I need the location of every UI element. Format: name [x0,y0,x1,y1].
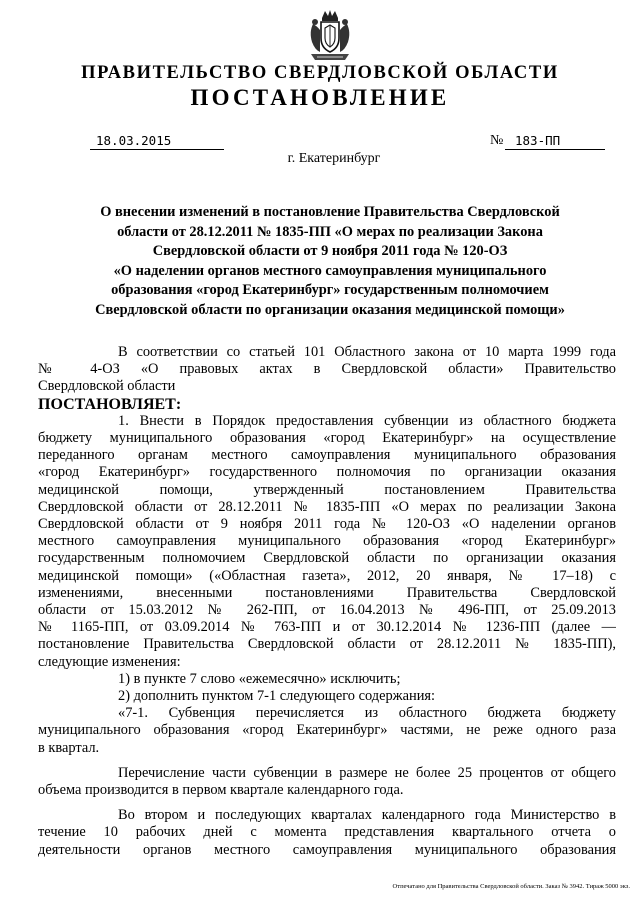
item1-line: области от 15.03.2012 № 262-ПП, от 16.04.2013 № 496-ПП, от 25.09.2013 [38,602,616,619]
paragraph-line: течение 10 рабочих дней с момента представления квартального отчета о [38,824,616,841]
decree-date: 18.03.2015 [90,134,224,150]
item1-line: Свердловской области от 28.12.2011 № 1835-ПП «О мерах по реализации Закона [38,498,616,515]
decree-number: 183-ПП [505,134,605,150]
title-line: Свердловской области от 9 ноября 2011 года № 120-ОЗ [152,243,508,259]
clause-71-line: муниципального образования «город Екатеринбург» частями, не реже одного раза [38,722,616,739]
item1-line: переданного органам местного самоуправления муниципального образования [38,447,616,464]
title-line: области от 28.12.2011 № 1835-ПП «О мерах по реализации Закона [117,223,543,240]
item1-line: «город Екатеринбург» государственного полномочия по организации оказания [38,464,616,481]
item1-line: государственным полномочием Свердловской области по организации оказания [38,550,616,567]
item1-line: Свердловской области от 9 ноября 2011 года № 120-ОЗ «О наделении органов [38,516,616,533]
paragraph-line: деятельности органов местного самоуправления муниципального образования [38,841,616,858]
item1-line: бюджету муниципального образования «город Екатеринбург» на осуществление [38,430,616,447]
subitem-line: 1) в пункте 7 слово «ежемесячно» исключить; [118,670,401,687]
paragraph-line: Во втором и последующих кварталах календарного года Министерство в [118,807,616,824]
item1-line: изменениями, внесенными постановлениями Правительства Свердловской [38,584,616,601]
clause-71-line: «7-1. Субвенция перечисляется из областного бюджета бюджету [118,705,616,722]
subitem-line: 2) дополнить пунктом 7-1 следующего содержания: [118,688,436,705]
number-label: № [490,133,504,148]
preamble-line: № 4-ОЗ «О правовых актах в Свердловской области» Правительство [38,361,616,378]
decree-body [38,344,616,859]
preamble-line: В соответствии со статьей 101 Областного закона от 10 марта 1999 года [118,344,616,360]
item1-line: постановление Правительства Свердловской области от 28.12.2011 № 1835-ПП), [38,636,616,653]
item1-line: следующие изменения: [38,653,181,670]
print-footer: Отпечатано для Правительства Свердловской области. Заказ № 3942. Тираж 5000 экз. [392,883,630,890]
item1-line: № 1165-ПП, от 03.09.2014 № 763-ПП и от 30.12.2014 № 1236-ПП (далее — [38,619,616,636]
item1-line: 1. Внести в Порядок предоставления субвенции из областного бюджета [118,412,616,429]
government-title: ПРАВИТЕЛЬСТВО СВЕРДЛОВСКОЙ ОБЛАСТИ [81,63,559,83]
item1-line: медицинской помощи» («Областная газета», 2012, 20 января, № 17–18) с [38,567,616,584]
title-line: Свердловской области по организации оказания медицинской помощи» [95,301,565,318]
clause-71-line: в квартал. [38,739,100,756]
document-type: ПОСТАНОВЛЕНИЕ [190,85,450,110]
paragraph-line: объема производится в первом квартале календарного года. [38,782,404,799]
preamble-line: Свердловской области [38,378,176,395]
decree-title [60,203,600,320]
item1-line: медицинской помощи, утвержденный постановлением Правительства [38,481,616,498]
title-line: «О наделении органов местного самоуправления муниципального [113,262,547,279]
item1-line: местного самоуправления муниципального образования «город Екатеринбург» [38,533,616,550]
title-line: О внесении изменений в постановление Правительства Свердловской [100,204,560,220]
paragraph-line: Перечисление части субвенции в размере не более 25 процентов от общего [118,764,616,781]
coat-of-arms-icon [307,8,353,62]
postanovlyaet-heading: ПОСТАНОВЛЯЕТ: [38,395,182,413]
title-line: образования «город Екатеринбург» государственным полномочием [111,282,549,298]
city: г. Екатеринбург [287,151,381,166]
